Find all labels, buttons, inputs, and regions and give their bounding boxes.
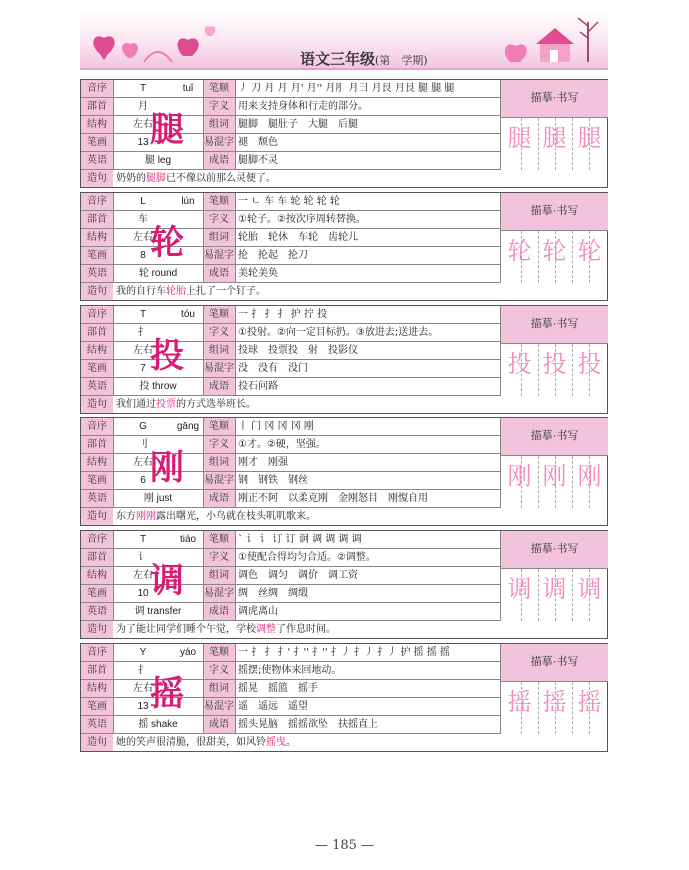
idiom-value: 腿脚不灵 bbox=[238, 155, 278, 166]
english-label: 英语 bbox=[81, 152, 113, 169]
trace-character[interactable]: 投 bbox=[507, 350, 532, 378]
main-character: 刚 bbox=[150, 448, 184, 488]
trace-character[interactable]: 调 bbox=[577, 575, 602, 603]
sentence-label: 造句 bbox=[81, 734, 113, 751]
words-value: 投球 投票投 射 投影仪 bbox=[238, 345, 358, 356]
radical-label: 部首 bbox=[81, 436, 113, 453]
sentence-value: 为了能让同学们睡个午觉，学校调整了作息时间。 bbox=[116, 624, 336, 635]
trace-character[interactable]: 摇 bbox=[542, 688, 567, 716]
character-card-4 bbox=[80, 417, 608, 526]
meaning-value: 摇摆;使物体来回地动。 bbox=[238, 665, 342, 676]
confusable-value: 绸 丝绸 绸缎 bbox=[238, 588, 308, 599]
sentence-highlight: 调整 bbox=[256, 624, 276, 635]
trace-write-heading: 描摹·书写 bbox=[500, 306, 608, 344]
words-label: 组词 bbox=[203, 567, 235, 584]
pinyin: tuǐ bbox=[182, 83, 194, 94]
confusable-value: 褪 颓色 bbox=[238, 137, 278, 148]
stroke-order-value: 丨 门 冈 冈 冈 刚 bbox=[238, 421, 314, 432]
strokes-label: 笔画 bbox=[81, 472, 113, 489]
radical-value: 车 bbox=[138, 214, 148, 225]
trace-character[interactable]: 腿 bbox=[577, 124, 602, 152]
order-value: L bbox=[140, 196, 146, 207]
trace-character[interactable]: 轮 bbox=[577, 237, 602, 265]
idiom-label: 成语 bbox=[203, 265, 235, 282]
strokes-value: 8 bbox=[140, 250, 146, 261]
trace-character[interactable]: 腿 bbox=[507, 124, 532, 152]
confusable-label: 易混字 bbox=[203, 247, 235, 264]
radical-value: 讠 bbox=[138, 552, 148, 563]
confusable-label: 易混字 bbox=[203, 698, 235, 715]
idiom-label: 成语 bbox=[203, 378, 235, 395]
trace-character[interactable]: 摇 bbox=[577, 688, 602, 716]
order-value: Y bbox=[139, 647, 147, 658]
character-card-5 bbox=[80, 530, 608, 639]
stroke-order-value: 丿 刀 月 月 月' 月'' 月⺼ 月彐 月艮 月艮 腿 腿 腿 bbox=[238, 83, 455, 94]
strokes-label: 笔画 bbox=[81, 585, 113, 602]
heart-flower-decoration-left bbox=[88, 14, 228, 68]
english-value: 刚 just bbox=[143, 493, 173, 504]
structure-value: 左右 bbox=[133, 683, 153, 694]
trace-write-heading: 描摹·书写 bbox=[500, 80, 608, 118]
trace-character[interactable]: 摇 bbox=[507, 688, 532, 716]
strokes-value: 13 bbox=[137, 701, 149, 712]
sentence-label: 造句 bbox=[81, 508, 113, 525]
stroke-order-label: 笔顺 bbox=[203, 80, 235, 97]
english-label: 英语 bbox=[81, 378, 113, 395]
confusable-label: 易混字 bbox=[203, 585, 235, 602]
stroke-order-value: 一 扌 扌 扌' 扌'' 扌'' 扌丿 扌丿 扌丿 护 摇 摇 摇 bbox=[238, 647, 450, 658]
strokes-label: 笔画 bbox=[81, 247, 113, 264]
radical-value: 扌 bbox=[138, 665, 148, 676]
words-label: 组词 bbox=[203, 116, 235, 133]
meaning-label: 字义 bbox=[203, 98, 235, 115]
english-value: 投 throw bbox=[139, 381, 177, 392]
trace-write-heading: 描摹·书写 bbox=[500, 531, 608, 569]
words-value: 轮胎 轮休 车轮 齿轮儿 bbox=[238, 232, 358, 243]
words-label: 组词 bbox=[203, 229, 235, 246]
meaning-value: 用来支持身体和行走的部分。 bbox=[238, 101, 368, 112]
pinyin: lún bbox=[181, 196, 195, 207]
order-value: G bbox=[139, 421, 147, 432]
page-number: — 185 — bbox=[314, 838, 375, 853]
idiom-label: 成语 bbox=[203, 152, 235, 169]
trace-character[interactable]: 刚 bbox=[507, 462, 532, 490]
stroke-order-value: ` 讠 讠 订 订 诇 调 调 调 调 bbox=[238, 534, 362, 545]
trace-character[interactable]: 刚 bbox=[542, 462, 567, 490]
words-value: 腿脚 腿肚子 大腿 后腿 bbox=[238, 119, 358, 130]
structure-label: 结构 bbox=[81, 454, 113, 471]
idiom-value: 刚正不阿 以柔克刚 金刚怒目 刚愎自用 bbox=[238, 493, 428, 504]
order-label: 音序 bbox=[81, 418, 113, 435]
character-card-1 bbox=[80, 79, 608, 188]
order-value: T bbox=[139, 534, 147, 545]
idiom-label: 成语 bbox=[203, 603, 235, 620]
sentence-highlight: 投票 bbox=[156, 399, 176, 410]
structure-value: 左右 bbox=[133, 119, 153, 130]
structure-value: 左右 bbox=[133, 457, 153, 468]
radical-value: 扌 bbox=[138, 327, 148, 338]
stroke-order-value: 一 扌 扌 扌 护 拧 投 bbox=[238, 309, 328, 320]
radical-label: 部首 bbox=[81, 549, 113, 566]
trace-character[interactable]: 投 bbox=[542, 350, 567, 378]
meaning-value: ①轮子。②按次序周转替换。 bbox=[238, 214, 366, 225]
meaning-label: 字义 bbox=[203, 549, 235, 566]
english-value: 调 transfer bbox=[134, 606, 182, 617]
sentence-value: 东方刚刚露出曙光，小鸟就在枝头叽叽歌来。 bbox=[116, 511, 316, 522]
meaning-label: 字义 bbox=[203, 324, 235, 341]
trace-character[interactable]: 刚 bbox=[577, 462, 602, 490]
words-value: 调色 调匀 调价 调工资 bbox=[238, 570, 358, 581]
sentence-highlight: 刚刚 bbox=[136, 511, 156, 522]
strokes-label: 笔画 bbox=[81, 134, 113, 151]
sentence-highlight: 摇曳 bbox=[266, 737, 286, 748]
structure-value: 左右 bbox=[133, 232, 153, 243]
confusable-label: 易混字 bbox=[203, 472, 235, 489]
pinyin: tóu bbox=[181, 309, 195, 320]
strokes-value: 6 bbox=[140, 475, 146, 486]
structure-label: 结构 bbox=[81, 567, 113, 584]
words-value: 刚才 刚强 bbox=[238, 457, 288, 468]
radical-label: 部首 bbox=[81, 324, 113, 341]
trace-character[interactable]: 轮 bbox=[542, 237, 567, 265]
confusable-value: 钢 钢铁 钢丝 bbox=[238, 475, 308, 486]
strokes-value: 7 bbox=[140, 363, 146, 374]
english-label: 英语 bbox=[81, 490, 113, 507]
main-character: 投 bbox=[150, 336, 184, 376]
radical-label: 部首 bbox=[81, 662, 113, 679]
sentence-highlight: 腿脚 bbox=[146, 173, 166, 184]
trace-character[interactable]: 腿 bbox=[542, 124, 567, 152]
words-label: 组词 bbox=[203, 342, 235, 359]
main-character: 腿 bbox=[150, 110, 184, 150]
house-tree-decoration-right bbox=[500, 12, 606, 68]
confusable-value: 遥 遥远 遥望 bbox=[238, 701, 308, 712]
structure-label: 结构 bbox=[81, 342, 113, 359]
english-value: 轮 round bbox=[138, 268, 178, 279]
english-label: 英语 bbox=[81, 265, 113, 282]
meaning-label: 字义 bbox=[203, 436, 235, 453]
radical-value: 月 bbox=[138, 101, 148, 112]
main-character: 调 bbox=[150, 561, 184, 601]
structure-value: 左右 bbox=[133, 345, 153, 356]
trace-write-heading: 描摹·书写 bbox=[500, 644, 608, 682]
strokes-value: 10 bbox=[137, 588, 149, 599]
confusable-value: 抡 抡起 抡刀 bbox=[238, 250, 308, 261]
idiom-value: 美轮美奂 bbox=[238, 268, 278, 279]
structure-label: 结构 bbox=[81, 229, 113, 246]
trace-write-heading: 描摹·书写 bbox=[500, 418, 608, 456]
order-label: 音序 bbox=[81, 644, 113, 661]
meaning-label: 字义 bbox=[203, 662, 235, 679]
stroke-order-label: 笔顺 bbox=[203, 306, 235, 323]
stroke-order-label: 笔顺 bbox=[203, 193, 235, 210]
strokes-label: 笔画 bbox=[81, 360, 113, 377]
meaning-value: ①投射。②向一定目标扔。③放进去;送进去。 bbox=[238, 327, 439, 338]
stroke-order-label: 笔顺 bbox=[203, 418, 235, 435]
term-prefix: (第 bbox=[375, 54, 391, 67]
english-value: 腿 leg bbox=[144, 155, 172, 166]
idiom-label: 成语 bbox=[203, 716, 235, 733]
confusable-label: 易混字 bbox=[203, 134, 235, 151]
order-label: 音序 bbox=[81, 80, 113, 97]
meaning-value: ①才。②硬，坚强。 bbox=[238, 439, 326, 450]
meaning-value: ①使配合得均匀合适。②调整。 bbox=[238, 552, 376, 563]
structure-label: 结构 bbox=[81, 116, 113, 133]
words-value: 摇晃 摇篮 摇手 bbox=[238, 683, 318, 694]
meaning-label: 字义 bbox=[203, 211, 235, 228]
idiom-value: 投石问路 bbox=[238, 381, 278, 392]
character-card-2 bbox=[80, 192, 608, 301]
pinyin: tiáo bbox=[179, 534, 197, 545]
book-title: 语文三年级 bbox=[300, 50, 376, 68]
sentence-label: 造句 bbox=[81, 396, 113, 413]
structure-label: 结构 bbox=[81, 680, 113, 697]
sentence-label: 造句 bbox=[81, 170, 113, 187]
words-label: 组词 bbox=[203, 680, 235, 697]
strokes-label: 笔画 bbox=[81, 698, 113, 715]
page-title bbox=[300, 48, 428, 69]
pinyin: yáo bbox=[179, 647, 197, 658]
order-value: T bbox=[139, 309, 147, 320]
character-card-3 bbox=[80, 305, 608, 414]
order-label: 音序 bbox=[81, 531, 113, 548]
idiom-value: 摇头晃脑 摇摇欲坠 扶摇直上 bbox=[238, 719, 378, 730]
structure-value: 左右 bbox=[133, 570, 153, 581]
sentence-label: 造句 bbox=[81, 283, 113, 300]
radical-value: 刂 bbox=[138, 439, 148, 450]
sentence-value: 她的笑声很清脆，很甜美，如风铃摇曳。 bbox=[116, 737, 296, 748]
english-label: 英语 bbox=[81, 716, 113, 733]
trace-character[interactable]: 调 bbox=[507, 575, 532, 603]
stroke-order-label: 笔顺 bbox=[203, 644, 235, 661]
strokes-value: 13 bbox=[137, 137, 149, 148]
sentence-highlight: 轮胎 bbox=[166, 286, 186, 297]
english-label: 英语 bbox=[81, 603, 113, 620]
idiom-label: 成语 bbox=[203, 490, 235, 507]
main-character: 摇 bbox=[150, 674, 184, 714]
order-label: 音序 bbox=[81, 306, 113, 323]
page-header bbox=[80, 10, 608, 70]
order-label: 音序 bbox=[81, 193, 113, 210]
sentence-value: 我的自行车轮胎上扎了一个钉子。 bbox=[116, 286, 266, 297]
idiom-value: 调虎离山 bbox=[238, 606, 278, 617]
stroke-order-value: 一 ㄴ 车 车 轮 轮 轮 轮 bbox=[238, 196, 340, 207]
stroke-order-label: 笔顺 bbox=[203, 531, 235, 548]
trace-character[interactable]: 投 bbox=[577, 350, 602, 378]
character-card-6 bbox=[80, 643, 608, 752]
english-value: 摇 shake bbox=[138, 719, 178, 730]
confusable-label: 易混字 bbox=[203, 360, 235, 377]
trace-write-heading: 描摹·书写 bbox=[500, 193, 608, 231]
order-value: T bbox=[139, 83, 147, 94]
sentence-label: 造句 bbox=[81, 621, 113, 638]
sentence-value: 我们通过投票的方式选举班长。 bbox=[116, 399, 256, 410]
main-character: 轮 bbox=[150, 223, 184, 263]
confusable-value: 没 没有 没门 bbox=[238, 363, 308, 374]
radical-label: 部首 bbox=[81, 211, 113, 228]
trace-character[interactable]: 调 bbox=[542, 575, 567, 603]
pinyin: gāng bbox=[176, 421, 200, 432]
words-label: 组词 bbox=[203, 454, 235, 471]
radical-label: 部首 bbox=[81, 98, 113, 115]
trace-character[interactable]: 轮 bbox=[507, 237, 532, 265]
sentence-value: 奶奶的腿脚已不像以前那么灵便了。 bbox=[116, 173, 276, 184]
term-suffix: 学期) bbox=[401, 54, 428, 67]
